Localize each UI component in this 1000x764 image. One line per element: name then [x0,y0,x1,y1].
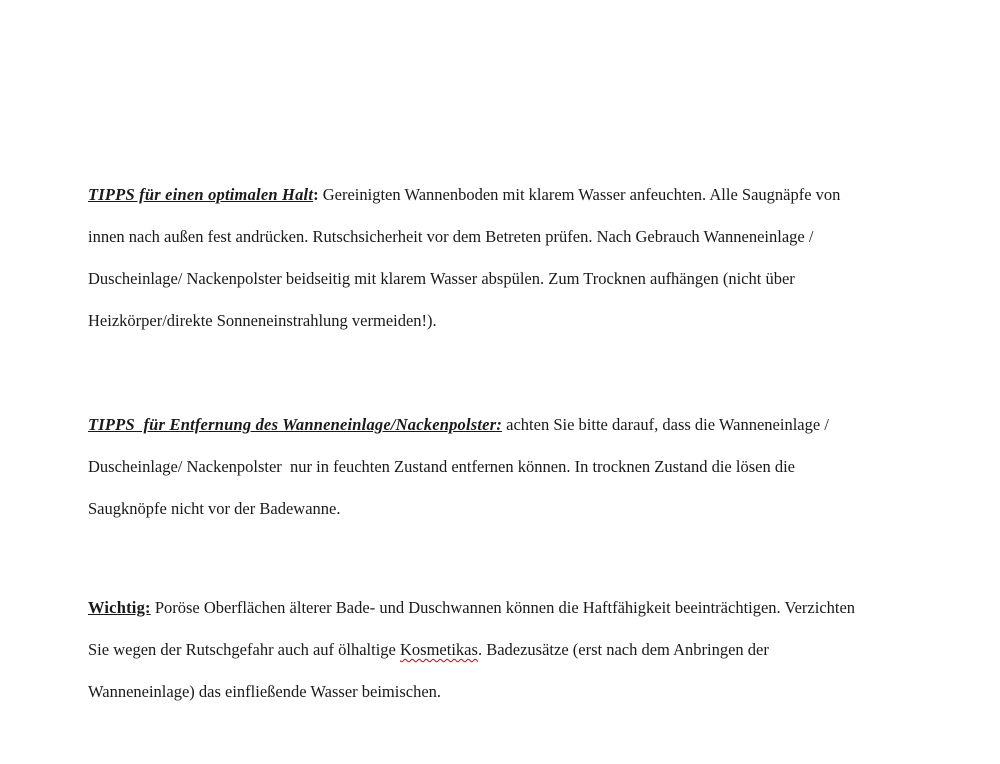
removal-line2-text: Duscheinlage/ Nackenpolster nur in feuchten Zustand entfernen können. In trocknen Zustand die lösen die [88,457,795,476]
important-line1-text: Poröse Oberflächen älterer Bade- und Duschwannen können die Haftfähigkeit beeinträchtigen. Verzichten [150,598,856,617]
heading-important: Wichtig: [88,598,151,617]
heading-removal: TIPPS für Entfernung des Wanneneinlage/Nackenpolster: [88,415,503,434]
important-line3-text: Wanneneinlage) das einfließende Wasser beimischen. [88,682,442,701]
removal-line3-text: Saugknöpfe nicht vor der Badewanne. [88,499,341,518]
document-page [88,121,968,764]
optimal-hold-line1-text: Gereinigten Wannenboden mit klarem Wasser anfeuchten. Alle Saugnäpfe von [318,185,841,204]
paragraph-optimal-hold [88,184,968,331]
paragraph-removal [88,414,968,519]
optimal-hold-line4-text: Heizkörper/direkte Sonneneinstrahlung vermeiden!). [88,311,437,330]
heading-optimal-hold-colon: : [313,185,319,204]
important-line2-post-text: . Badezusätze (erst nach dem Anbringen der [477,640,769,659]
optimal-hold-line2-text: innen nach außen fest andrücken. Rutschsicherheit vor dem Betreten prüfen. Nach Gebrauch Wanneneinlage / [88,227,814,246]
paragraph-important [88,597,968,702]
important-line2-pre-text: Sie wegen der Rutschgefahr auch auf ölhaltige [88,640,401,659]
optimal-hold-line3-text: Duscheinlage/ Nackenpolster beidseitig mit klarem Wasser abspülen. Zum Trocknen aufhängen (nicht über [88,269,795,288]
misspelled-word-kosmetikas: Kosmetikas [400,640,478,659]
removal-line1-text: achten Sie bitte darauf, dass die Wanneneinlage / [502,415,829,434]
heading-optimal-hold: TIPPS für einen optimalen Halt [88,185,314,204]
